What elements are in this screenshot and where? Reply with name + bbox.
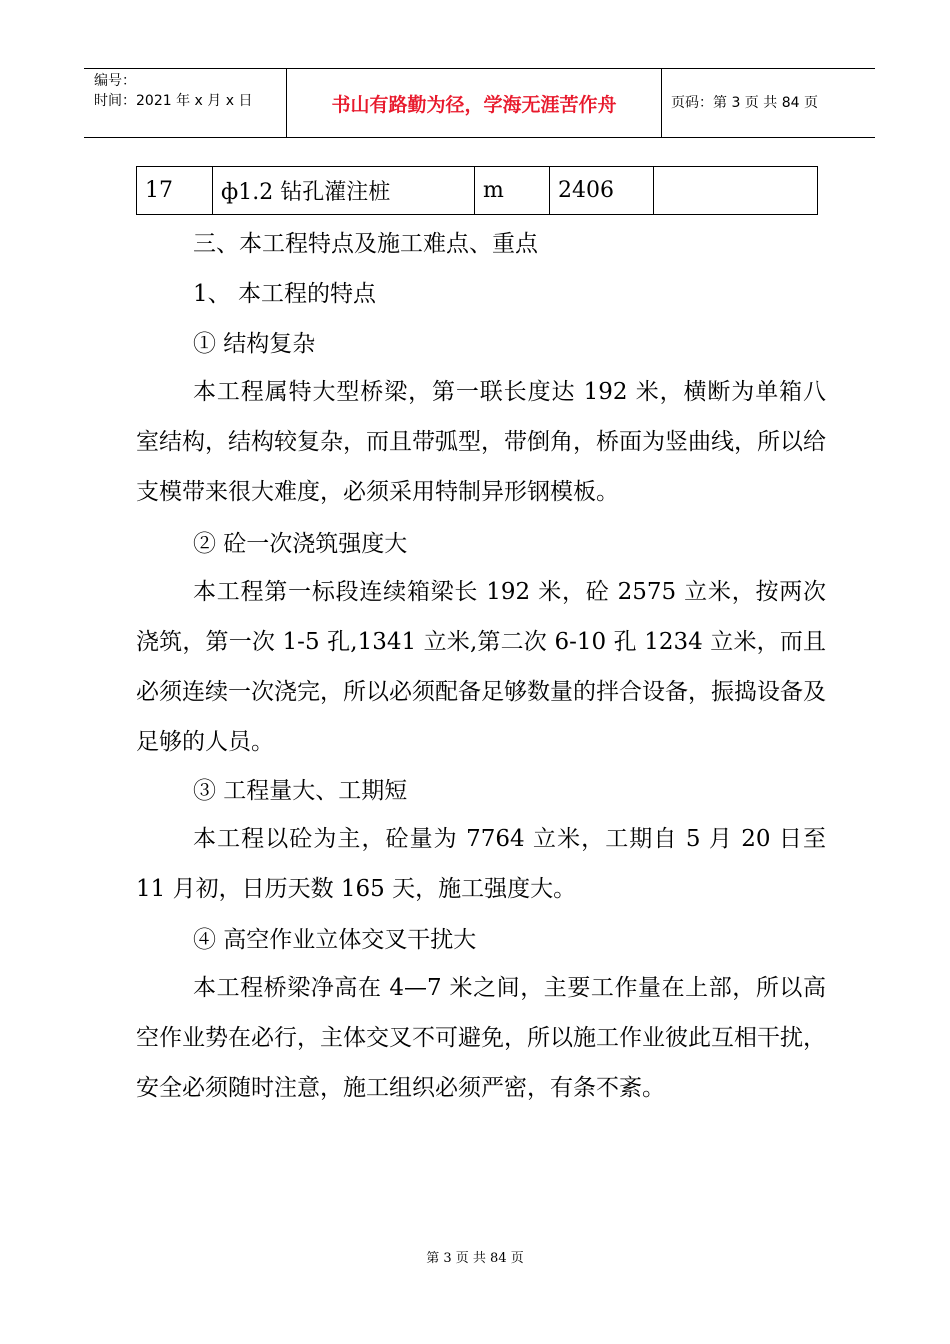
- header-page-cell: [661, 69, 875, 137]
- point-text: 本工程第一标段连续箱梁长 192 米，砼 2575 立米，按两次浇筑，第一次 1-5 孔,1341 立米,第二次 6-10 孔 1234 立米，而且必须连续一次浇完，所以必须配备足够数量的拌合设备，振捣设备及足够的人员。: [136, 579, 826, 755]
- subsection-title: 1、 本工程的特点: [193, 281, 376, 307]
- point-text: 本工程以砼为主，砼量为 7764 立米，工期自 5 月 20 日至 11 月初，日历天数 165 天，施工强度大。: [136, 826, 826, 902]
- page-footer: 第 3 页 共 84 页: [426, 1251, 524, 1266]
- document-time-label: 时间：2021 年 x 月 x 日: [94, 93, 253, 109]
- row-remark: [654, 167, 818, 215]
- header-motto: 书山有路勤为径，学海无涯苦作舟: [331, 94, 617, 116]
- quantity-table: [136, 166, 818, 215]
- point-title: ④ 高空作业立体交叉干扰大: [193, 927, 477, 953]
- point-text: 本工程桥梁净高在 4—7 米之间，主要工作量在上部，所以高空作业势在必行，主体交叉不可避免，所以施工作业彼此互相干扰，安全必须随时注意，施工组织必须严密，有条不紊。: [136, 975, 826, 1101]
- section-title: 三、本工程特点及施工难点、重点: [193, 231, 538, 257]
- page-header: [84, 68, 875, 138]
- point-title: ① 结构复杂: [193, 331, 316, 357]
- row-item-name: ф1.2 钻孔灌注桩: [213, 167, 475, 215]
- row-quantity: 2406: [550, 167, 654, 215]
- row-unit: m: [475, 167, 550, 215]
- header-meta: [84, 69, 286, 137]
- row-index: 17: [137, 167, 213, 215]
- table-row: [137, 167, 818, 215]
- point-title: ② 砼一次浇筑强度大: [193, 531, 408, 557]
- header-page-number: 页码：第 3 页 共 84 页: [671, 95, 818, 111]
- point-title: ③ 工程量大、工期短: [193, 778, 408, 804]
- header-motto-cell: [286, 69, 662, 137]
- document-number-label: 编号：: [94, 73, 136, 89]
- point-text: 本工程属特大型桥梁，第一联长度达 192 米，横断为单箱八室结构，结构较复杂，而且带弧型，带倒角，桥面为竖曲线，所以给支模带来很大难度，必须采用特制异形钢模板。: [136, 379, 826, 505]
